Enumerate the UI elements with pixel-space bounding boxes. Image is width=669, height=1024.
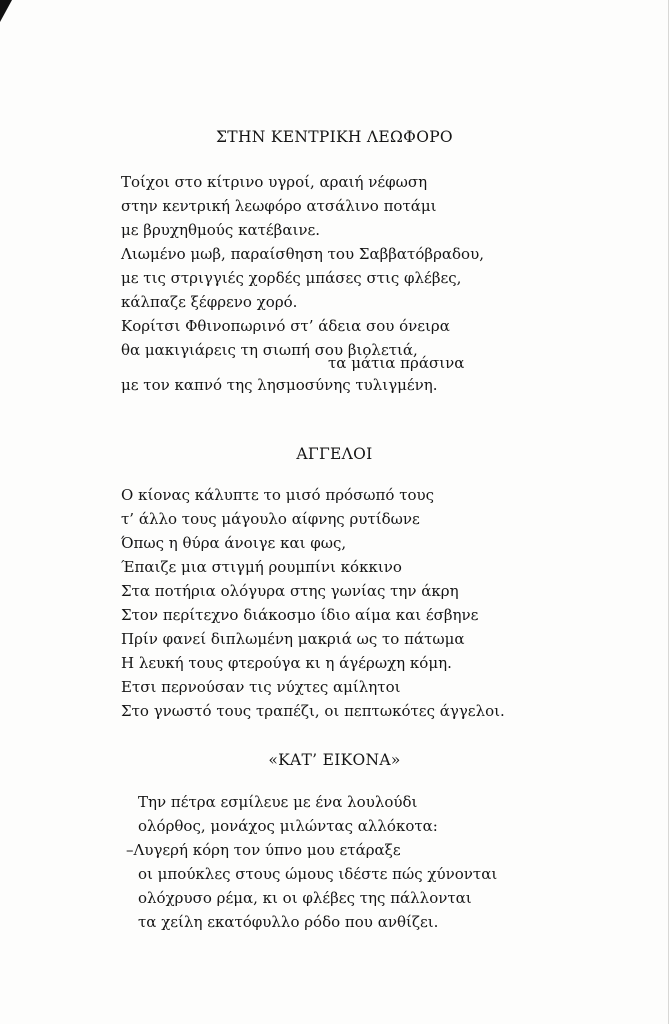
- poem-1-line-1: Τοίχοι στο κίτρινο υγροί, αραιή νέφωση: [121, 173, 428, 191]
- poem-2-line-1: Ο κίονας κάλυπτε το μισό πρόσωπό τους: [121, 486, 435, 504]
- poem-3-line-3: –Λυγερή κόρη τον ύπνο μου ετάραξε: [126, 841, 401, 859]
- poem-title-1: ΣΤΗΝ ΚΕΝΤΡΙΚΗ ΛΕΩΦΟΡΟ: [216, 128, 453, 146]
- poem-1-line-9: τα μάτια πράσινα: [328, 354, 465, 372]
- poem-2-line-8: Η λευκή τους φτερούγα κι η άγέρωχη κόμη.: [121, 654, 452, 672]
- poem-1-line-8: θα μακιγιάρεις τη σιωπή σου βιολετιά,: [121, 341, 418, 359]
- poem-3-line-1: Την πέτρα εσμίλευε με ένα λουλούδι: [138, 793, 418, 811]
- poem-2-line-10: Στο γνωστό τους τραπέζι, οι πεπτωκότες άγγελοι.: [121, 702, 505, 720]
- poem-title-2: ΑΓΓΕΛΟΙ: [296, 445, 373, 463]
- poem-title-3: «ΚΑΤ’ ΕΙΚΟΝΑ»: [268, 751, 401, 769]
- poem-2-line-4: Έπαιζε μια στιγμή ρουμπίνι κόκκινο: [121, 558, 402, 576]
- poem-2-line-7: Πρίν φανεί διπλωμένη μακριά ως το πάτωμα: [121, 630, 465, 648]
- poem-2-line-6: Στον περίτεχνο διάκοσμο ίδιο αίμα και έσβηνε: [121, 606, 479, 624]
- poem-3-line-4: οι μπούκλες στους ώμους ιδέστε πώς χύνονται: [138, 865, 498, 883]
- poem-2-line-9: Ετσι περνούσαν τις νύχτες αμίλητοι: [121, 678, 401, 696]
- poem-2-line-2: τ’ άλλο τους μάγουλο αίφνης ρυτίδωνε: [121, 510, 420, 528]
- poem-1-line-7: Κορίτσι Φθινοπωρινό στ’ άδεια σου όνειρα: [121, 317, 450, 335]
- poem-1-line-6: κάλπαζε ξέφρενο χορό.: [121, 293, 298, 311]
- page-corner-shadow: [0, 0, 12, 22]
- poem-2-line-3: Όπως η θύρα άνοιγε και φως,: [121, 534, 347, 552]
- poem-1-line-5: με τις στριγγιές χορδές μπάσες στις φλέβες,: [121, 269, 462, 287]
- poem-1-line-3: με βρυχηθμούς κατέβαινε.: [121, 221, 320, 239]
- poem-2-line-5: Στα ποτήρια ολόγυρα στης γωνίας την άκρη: [121, 582, 459, 600]
- poem-1-line-4: Λιωμένο μωβ, παραίσθηση του Σαββατόβραδου,: [121, 245, 484, 263]
- poem-1-line-10: με τον καπνό της λησμοσύνης τυλιγμένη.: [121, 376, 438, 394]
- poem-1-line-2: στην κεντρική λεωφόρο ατσάλινο ποτάμι: [121, 197, 437, 215]
- poem-3-line-5: ολόχρυσο ρέμα, κι οι φλέβες της πάλλονται: [138, 889, 472, 907]
- poem-3-line-6: τα χείλη εκατόφυλλο ρόδο που ανθίζει.: [138, 913, 439, 931]
- poem-3-line-2: ολόρθος, μονάχος μιλώντας αλλόκοτα:: [138, 817, 438, 835]
